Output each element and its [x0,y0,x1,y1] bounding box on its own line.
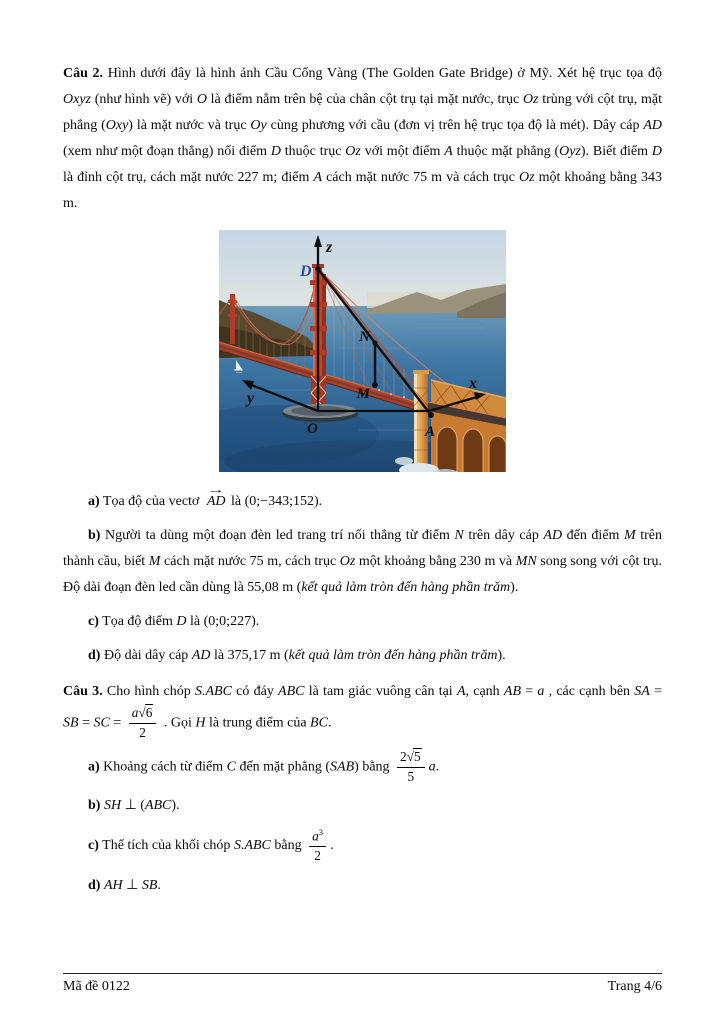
text-run: 2 [400,749,407,765]
text-run: trên thành cầu, biết [63,528,662,569]
text-run: là trung điểm của [205,715,311,731]
text-run: 2 [314,848,321,864]
text-run: ABC [144,798,172,814]
text-run: BC [310,715,328,731]
statement-3b [63,793,662,819]
text-run: 5 [414,749,421,765]
text-run: AD [643,118,662,133]
label-N: N [359,329,370,345]
text-run: Hình dưới đây là hình ảnh Cầu Cổng Vàng (The Golden Gate Bridge) ở Mỹ. Xét hệ trục tọa độ [103,66,662,81]
text-run: Oxyz [63,92,91,107]
text-run: A [313,170,322,185]
text-run: . [435,759,440,775]
text-run: bằng [270,838,306,854]
statement-2d [63,643,662,669]
text-run: ). [171,798,180,814]
label-D: D [300,263,312,280]
text-run: có đáy [231,684,279,699]
text-run: , cạnh [465,684,504,699]
text-run: là tam giác vuông cân tại [304,684,457,699]
text-run: cùng phương với cầu (đơn vị trên hệ trục tọa độ là mét). Dây cáp [266,118,644,133]
text-run: D [270,144,281,159]
text-run: ) bằng [354,759,394,775]
text-run: Tọa độ của vectơ [99,494,203,509]
text-run: là (0;−343;152). [227,494,323,509]
statement-3c [63,827,662,865]
text-run: 2 [139,724,146,740]
text-run: Oz [345,144,361,159]
text-run [314,847,321,865]
text-run: Oz [518,170,535,185]
text-run: = [521,684,538,699]
superscript: 3 [318,827,324,838]
text-run: Oz [339,554,356,569]
statement-2a [63,489,662,515]
text-run: ⊥ [122,878,142,894]
text-run [139,724,146,742]
statement-2b [63,523,662,601]
text-run: A [444,144,453,159]
text-run [407,749,422,764]
page-number: Trang 4/6 [607,979,662,994]
text-run: Tọa độ điểm [98,614,177,629]
text-run: Người ta dùng một đoạn đèn led trang trí nối thẳng từ điểm [100,528,455,543]
text-run: . [330,838,334,854]
text-run [397,749,425,768]
point-A [428,412,434,418]
text-run: một khoảng bằng 343 m. [63,170,662,211]
text-run: Độ dài dây cáp [100,648,192,663]
exam-code: Mã đề 0122 [63,979,130,994]
text-run: = [78,715,94,731]
text-run: √ [138,705,146,720]
statement-2c [63,609,662,635]
point-M [372,382,378,388]
text-run: trùng với cột trụ, mặt phẳng ( [63,92,663,133]
question-3-intro [63,679,662,741]
text-run: AB [503,684,521,699]
text-run: MN [515,554,537,569]
text-run [309,827,326,847]
text-run: Câu 2. [63,66,104,81]
text-run: kết quả làm tròn đến hàng phần trăm [301,580,511,595]
text-run: b) [88,798,101,814]
text-run: c) [88,838,99,854]
label-O: O [307,421,318,437]
label-A: A [425,424,436,440]
text-run: a) [88,759,100,775]
text-run: là đỉnh cột trụ, cách mặt nước 227 m; điểm [63,170,314,185]
text-run: cách mặt nước 75 m và cách trục [322,170,519,185]
text-run: . Gọi [160,715,196,731]
text-run: ) là mặt nước và trục [128,118,251,133]
point-N [372,340,377,345]
text-run: AD [191,648,211,663]
text-run: (như hình vẽ) với [91,92,197,107]
label-y: y [247,390,255,407]
text-run: Cho hình chóp [102,684,195,699]
text-run: a [312,828,319,844]
label-x: x [469,375,477,392]
page-footer [63,973,662,996]
text-run: 6 [145,705,153,720]
text-run [397,749,425,785]
text-run [309,827,326,865]
text-run: C [226,759,236,775]
text-run: M [624,528,636,543]
text-run: d) [88,648,101,663]
text-run: thuộc trục [280,144,346,159]
text-run: ⊥ ( [121,798,145,814]
text-run [138,705,153,720]
statement-3d [63,873,662,899]
text-run: = [649,684,662,699]
text-run: thuộc mặt phẳng ( [452,144,560,159]
question-2-intro [63,61,662,217]
label-z: z [326,239,333,256]
bridge-figure-svg [219,230,506,472]
text-run: là (0;0;227). [186,614,260,629]
text-run [408,768,415,786]
text-run: SC [93,715,110,731]
text-run: với một điểm [360,144,445,159]
text-run: Oxy [105,118,129,133]
text-run: một khoảng bằng 230 m và [355,554,516,569]
text-run: D [651,144,662,159]
text-run: Oyz [559,144,581,159]
label-M: M [356,386,370,402]
text-run: ABC [278,684,305,699]
text-run: a [131,705,139,720]
text-run: A [456,684,466,699]
text-run: . [327,715,332,731]
text-run: AH [103,878,123,894]
text-run: N [454,528,464,543]
text-run: Câu 3. [63,684,103,699]
text-run: Oy [250,118,267,133]
text-run: a [537,684,545,699]
text-run: H [195,715,206,731]
text-run: ). Biết điểm [580,144,652,159]
text-run: SAB [330,759,355,775]
text-run: . [157,878,161,894]
text-run: O [196,92,207,107]
text-run: ). [510,580,519,595]
point-D [315,266,321,272]
text-run: là 375,17 m ( [210,648,289,663]
text-run [129,705,157,741]
text-run: D [176,614,187,629]
text-run: ). [497,648,506,663]
text-run: trên dây cáp [463,528,544,543]
statement-3a [63,749,662,785]
text-run: SB [63,715,79,731]
text-run: SA [634,684,650,699]
text-run: đến mặt phẳng ( [235,759,331,775]
text-run: √ [406,749,415,765]
text-run: Thể tích của khối chóp [98,838,234,854]
text-run: b) [88,528,101,543]
text-run: 5 [407,768,415,784]
text-run: song song với cột trụ. Độ dài đoạn đèn led cần dùng là 55,08 m ( [63,554,662,595]
text-run [129,705,157,724]
text-run: cách mặt nước 75 m, cách trục [160,554,340,569]
text-run: a [428,759,436,775]
text-run: S.ABC [233,838,271,854]
bridge-figure [219,230,506,472]
text-run: M [148,554,161,569]
text-run: a) [88,494,100,509]
text-run: = [109,715,125,731]
text-run: SH [103,798,122,814]
text-run: đến điểm [562,528,624,543]
text-run: → AD [205,489,228,515]
text-run: SB [141,878,158,894]
text-run: d) [88,878,101,894]
text-run: Khoảng cách từ điểm [99,759,227,775]
text-run: AD [543,528,563,543]
text-run: S.ABC [194,684,232,699]
text-run: c) [88,614,99,629]
text-run: Oz [522,92,539,107]
text-run: , các cạnh bên [544,684,635,699]
text-run: kết quả làm tròn đến hàng phần trăm [288,648,498,663]
text-run: (xem như một đoạn thẳng) nối điểm [63,144,271,159]
text-run: là điểm nằm trên bệ của chân cột trụ tại mặt nước, trục [206,92,523,107]
